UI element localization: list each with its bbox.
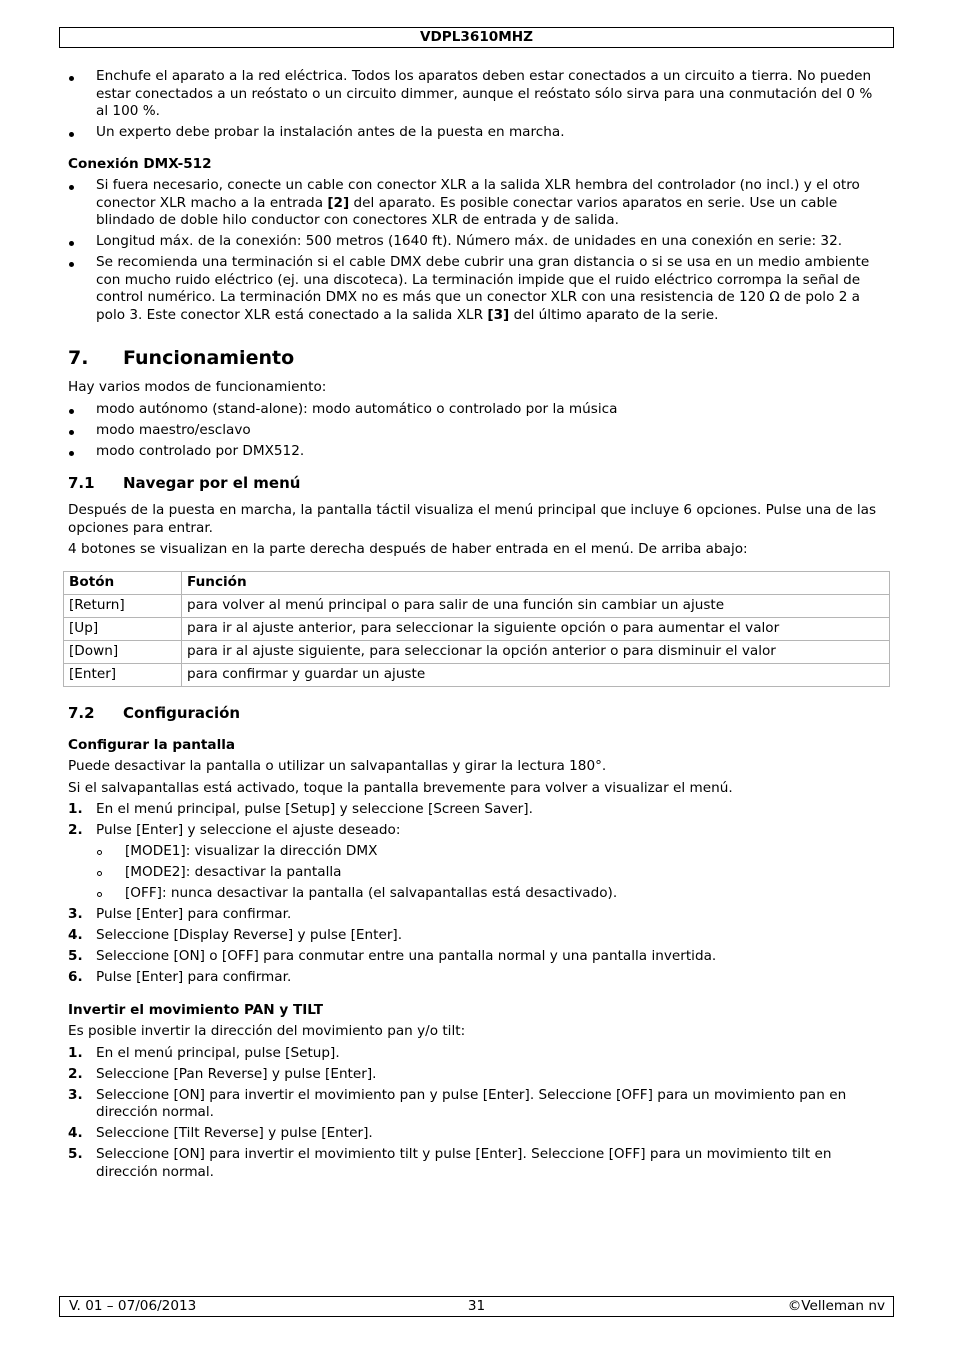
- option-text: [OFF]: nunca desactivar la pantalla (el salvapantallas está desactivado).: [125, 885, 618, 901]
- buttons-table: [63, 571, 890, 687]
- header-title: VDPL3610MHZ: [419, 29, 534, 45]
- table-cell: [Return]: [64, 594, 182, 617]
- table-cell: para volver al menú principal o para salir de una función sin cambiar un ajuste: [182, 594, 890, 617]
- table-row: [64, 617, 890, 640]
- circle-bullet-icon: [97, 850, 102, 855]
- list-item: [68, 1087, 888, 1122]
- page-footer: [59, 1296, 894, 1317]
- list-item: modo maestro/esclavo: [68, 422, 888, 440]
- dmx-heading: Conexión DMX-512: [68, 155, 212, 172]
- screen-heading: Configurar la pantalla: [68, 736, 236, 753]
- list-item: [68, 906, 888, 924]
- text: Si fuera necesario, conecte un cable con conector XLR a la salida XLR hembra del controlador (no incl.) y el otro conector XLR macho a la entrada: [96, 177, 860, 211]
- column-header: Función: [182, 571, 890, 594]
- step-number: 3.: [68, 1086, 83, 1103]
- list-item: [68, 1066, 888, 1084]
- dmx-bullet-list: [68, 177, 888, 324]
- list-item: [68, 1045, 888, 1063]
- footer-page-number: 31: [467, 1298, 486, 1314]
- table-cell: [Enter]: [64, 663, 182, 686]
- step-number: 4.: [68, 927, 83, 943]
- paragraph: Si el salvapantallas está activado, toque la pantalla brevemente para volver a visualizar el menú.: [68, 779, 733, 796]
- intro-bullet-list: [68, 68, 888, 142]
- list-item: [68, 927, 888, 945]
- screen-options-list: [68, 843, 888, 903]
- screen-steps-list: [68, 801, 888, 840]
- step-number: 5.: [68, 1146, 83, 1162]
- page-header: [59, 27, 894, 48]
- circle-bullet-icon: [97, 871, 102, 876]
- list-item: Enchufe el aparato a la red eléctrica. Todos los aparatos deben estar conectados a un circuito a tierra. No pueden estar conectados a un reóstato o un circuito dimmer, aunque el reóstato sólo sirva para una conmutación del 0 % al 100 %.: [68, 68, 888, 121]
- pan-tilt-steps-list: [68, 1045, 888, 1182]
- chapter-title: Funcionamiento: [123, 347, 295, 369]
- step-text: Seleccione [Pan Reverse] y pulse [Enter].: [96, 1065, 377, 1082]
- table-cell: [Up]: [64, 617, 182, 640]
- list-item: Longitud máx. de la conexión: 500 metros (1640 ft). Número máx. de unidades en una conexión en serie: 32.: [68, 233, 888, 251]
- section-title: Navegar por el menú: [123, 474, 301, 492]
- section-number: 7.1: [68, 474, 95, 492]
- list-item: [68, 177, 888, 230]
- step-text: Pulse [Enter] y seleccione el ajuste deseado:: [96, 822, 401, 838]
- column-header: Botón: [64, 571, 182, 594]
- circle-bullet-icon: [97, 892, 102, 897]
- step-text: Seleccione [Tilt Reverse] y pulse [Enter].: [96, 1125, 373, 1141]
- text: del aparato. Es posible conectar varios aparatos en serie. Use un cable blindado de doble hilo conductor con conectores XLR de entrada y de salida.: [96, 194, 838, 228]
- step-number: 4.: [68, 1125, 83, 1141]
- step-number: 3.: [68, 906, 83, 922]
- modes-list: [68, 401, 888, 461]
- pan-tilt-heading: Invertir el movimiento PAN y TILT: [68, 1001, 323, 1018]
- step-text: Seleccione [ON] para invertir el movimiento pan y pulse [Enter]. Seleccione [OFF] para un movimiento pan en dirección normal.: [96, 1086, 847, 1120]
- step-text: Seleccione [ON] para invertir el movimiento tilt y pulse [Enter]. Seleccione [OFF] para un movimiento tilt en dirección normal.: [96, 1146, 832, 1180]
- list-item: [68, 843, 888, 861]
- list-item: Un experto debe probar la instalación antes de la puesta en marcha.: [68, 124, 888, 142]
- list-item: [68, 822, 888, 840]
- step-text: En el menú principal, pulse [Setup] y seleccione [Screen Saver].: [96, 801, 533, 817]
- section-number: 7.2: [68, 703, 95, 722]
- footer-copyright: ©Velleman nv: [787, 1298, 885, 1314]
- table-cell: [Down]: [64, 640, 182, 663]
- step-number: 5.: [68, 948, 83, 964]
- table-header-row: [64, 571, 890, 594]
- list-item: modo controlado por DMX512.: [68, 443, 888, 461]
- list-item: [68, 801, 888, 819]
- step-text: En el menú principal, pulse [Setup].: [96, 1044, 340, 1061]
- text: Se recomienda una terminación si el cable DMX debe cubrir una gran distancia o si se usa en un medio ambiente con mucho ruido eléctrico (ej. una discoteca). La terminación impide que el ruido eléctrico corrompa la señal de control numérico. La terminación DMX no es más que un conector XLR con una resistencia de 120 Ω de polo 2 a polo 3. Este conector XLR está conectado a la salida XLR: [96, 254, 870, 323]
- paragraph: Después de la puesta en marcha, la pantalla táctil visualiza el menú principal que incluye 6 opciones. Pulse una de las opciones para entrar.: [68, 502, 877, 536]
- step-number: 1.: [68, 801, 83, 817]
- step-number: 2.: [68, 822, 83, 838]
- text: del último aparato de la serie.: [509, 306, 719, 323]
- table-cell: para ir al ajuste siguiente, para seleccionar la opción anterior o para disminuir el valor: [182, 640, 890, 663]
- section-heading-7-1: [68, 473, 888, 493]
- section-title: Configuración: [123, 703, 241, 722]
- input-ref: [2]: [327, 194, 350, 211]
- chapter-heading: [68, 346, 888, 370]
- footer-version: V. 01 – 07/06/2013: [69, 1298, 197, 1314]
- step-number: 6.: [68, 969, 83, 985]
- step-text: Pulse [Enter] para confirmar.: [96, 969, 292, 985]
- list-item: [68, 885, 888, 903]
- output-ref: [3]: [487, 306, 510, 323]
- option-text: [MODE2]: desactivar la pantalla: [125, 864, 342, 880]
- step-text: Pulse [Enter] para confirmar.: [96, 906, 292, 922]
- list-item: [68, 254, 888, 324]
- modes-intro: Hay varios modos de funcionamiento:: [68, 379, 327, 395]
- chapter-number: 7.: [68, 347, 89, 369]
- step-number: 2.: [68, 1065, 83, 1082]
- option-text: [MODE1]: visualizar la dirección DMX: [125, 843, 378, 859]
- step-text: Seleccione [ON] o [OFF] para conmutar entre una pantalla normal y una pantalla invertida.: [96, 948, 717, 964]
- paragraph: 4 botones se visualizan en la parte derecha después de haber entrada en el menú. De arriba abajo:: [68, 541, 748, 557]
- table-row: [64, 663, 890, 686]
- table-cell: para confirmar y guardar un ajuste: [182, 663, 890, 686]
- table-row: [64, 640, 890, 663]
- paragraph: Puede desactivar la pantalla o utilizar un salvapantallas y girar la lectura 180°.: [68, 758, 607, 774]
- table-row: [64, 594, 890, 617]
- page-content: [68, 68, 888, 1185]
- list-item: modo autónomo (stand-alone): modo automático o controlado por la música: [68, 401, 888, 419]
- list-item: [68, 1125, 888, 1143]
- list-item: [68, 948, 888, 966]
- table-cell: para ir al ajuste anterior, para seleccionar la siguiente opción o para aumentar el valor: [182, 617, 890, 640]
- paragraph: Es posible invertir la dirección del movimiento pan y/o tilt:: [68, 1023, 466, 1039]
- list-item: [68, 864, 888, 882]
- step-text: Seleccione [Display Reverse] y pulse [Enter].: [96, 927, 403, 943]
- section-heading-7-2: [68, 703, 888, 723]
- screen-steps-list-cont: [68, 906, 888, 987]
- step-number: 1.: [68, 1044, 83, 1061]
- list-item: [68, 969, 888, 987]
- list-item: [68, 1146, 888, 1181]
